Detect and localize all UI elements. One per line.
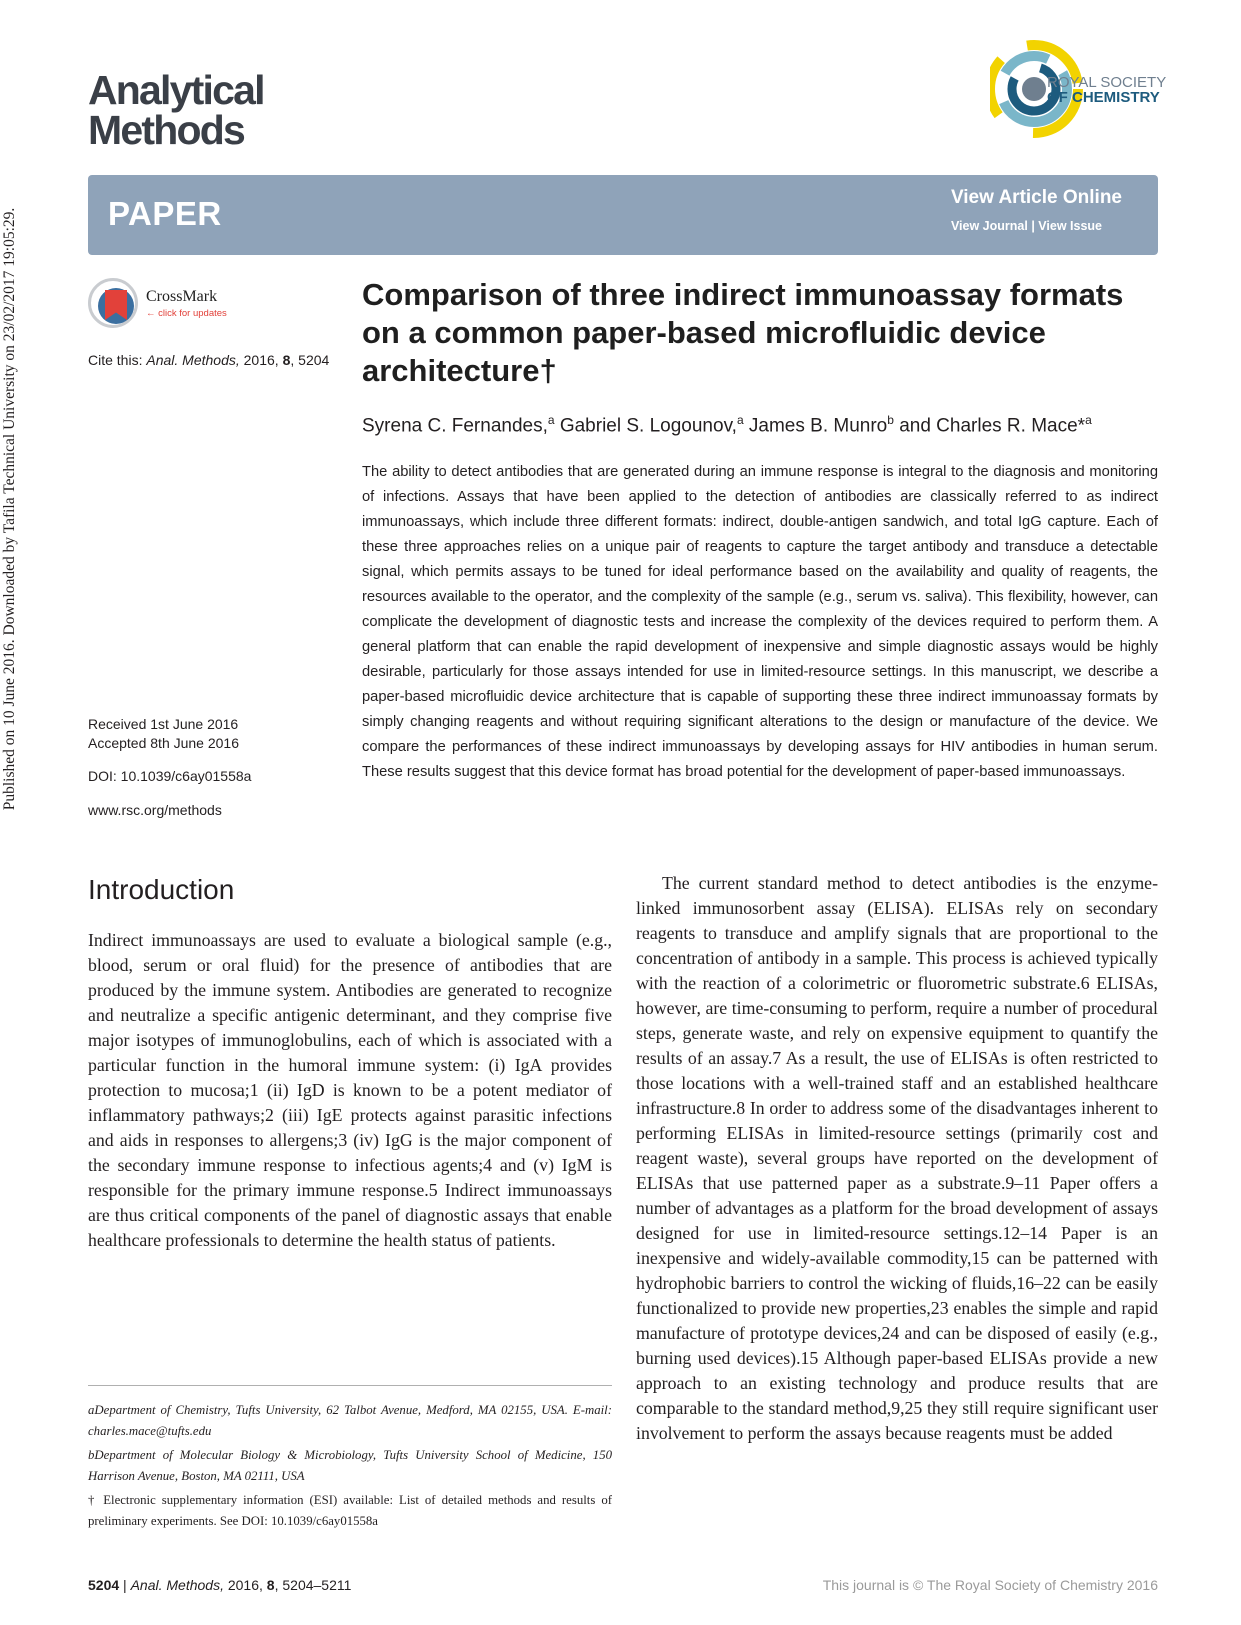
footnote-divider [88,1385,612,1386]
view-issue-link[interactable]: View Issue [1038,219,1102,233]
article-banner [88,175,1158,255]
section-heading-introduction: Introduction [88,874,235,905]
cite-volume: 8 [282,352,291,368]
author-affiliation: b [887,413,894,427]
author-name: Gabriel S. Logounov, [554,415,737,437]
view-journal-link[interactable]: View Journal [950,219,1028,233]
author-name: James B. Munro [743,415,888,437]
received-date: Received 1st June 2016 [88,716,239,732]
crossmark-icon [88,278,138,328]
footer-pages: 5204–5211 [282,1577,352,1593]
doi[interactable]: DOI: 10.1039/c6ay01558a [88,768,252,784]
footnote-affiliation-b: bDepartment of Molecular Biology & Microbiology, Tufts University School of Medicine, 150 Harrison Avenue, Boston, MA 02111, USA [88,1448,612,1483]
publication-note: Published on 10 June 2016. Downloaded by Tafila Technical University on 23/02/2017 19:05:29. [1,207,18,811]
author-affiliation: a [547,413,555,427]
view-article-online-link[interactable]: View Article Online [950,187,1122,208]
rsc-line2: OF CHEMISTRY [1047,89,1160,106]
author-affiliation: a [1085,413,1092,427]
footer-copyright: This journal is © The Royal Society of Chemistry 2016 [822,1577,1158,1593]
intro-paragraph-1: Indirect immunoassays are used to evaluate a biological sample (e.g., blood, serum or oral fluid) for the presence of antibodies that are produced by the immune system. Antibodies are generated to recognize and neutralize a specific antigenic determinant, and they comprise five major isotypes of immunoglobulins, each of which is associated with a particular function in the humoral immune system: (i) IgA provides protection to mucosa;1 (ii) IgD is known to be a potent mediator of inflammatory pathways;2 (iii) IgE protects against parasitic infections and aids in responses to allergens;3 (iv) IgG is the major component of the secondary immune response to infectious agents;4 and (v) IgM is responsible for the primary immune response.5 Indirect immunoassays are thus critical components of the panel of diagnostic assays that enable healthcare professionals to determine the health status of patients. [88,930,612,1250]
author-list [362,413,1092,437]
crossmark-subtitle: ← click for updates [146,308,227,319]
paper-label: PAPER [108,195,222,232]
cite-page: 5204 [298,352,330,368]
cite-year: 2016, [243,352,279,368]
author-name: Syrena C. Fernandes, [362,415,548,437]
footer-journal: Anal. Methods, [130,1577,224,1593]
author-affiliation: a [736,413,744,427]
abstract: The ability to detect antibodies that are generated during an immune response is integral to the diagnosis and monitoring of infections. Assays that have been applied to the detection of antibodies are classically referred to as indirect immunoassays, which include three different formats: indirect, double-antigen sandwich, and total IgG capture. Each of these three approaches relies on a unique pair of reagents to capture the target antibody and transduce a detectable signal, which permits assays to be tuned for ideal performance based on the availability and quality of reagents, the resources available to the operator, and the complexity of the sample (e.g., serum vs. saliva). This flexibility, however, can complicate the development of diagnostic tests and increase the complexity of the devices required to perform them. A general platform that can enable the rapid development of inexpensive and simple diagnostic assays would be highly desirable, particularly for those assays intended for use in limited-resource settings. In this manuscript, we describe a paper-based microfluidic device architecture that is capable of supporting these three indirect immunoassay formats by simply changing reagents and without requiring significant alterations to the design or manufacture of the device. We compare the performances of these indirect immunoassays by developing assays for HIV antibodies in human serum. These results suggest that this device format has broad potential for the development of paper-based immunoassays. [362,464,1158,780]
journal-title-line2: Methods [88,107,244,153]
rsc-wordmark [1047,75,1166,105]
page-number: 5204 [88,1577,120,1593]
crossmark-title: CrossMark [146,288,218,305]
footer-year: 2016, [227,1577,263,1593]
citation: Cite this: Anal. Methods, 2016, 8, 5204 [88,352,330,368]
article-title: Comparison of three indirect immunoassay formats on a common paper-based microfluidic device architecture† [362,277,1124,388]
cite-prefix: Cite this: [88,352,143,368]
footer-volume: 8 [266,1577,275,1593]
journal-title-line1: Analytical [88,67,264,113]
journal-title[interactable] [88,67,264,153]
banner-sub-links [951,219,1102,233]
accepted-date: Accepted 8th June 2016 [88,735,240,751]
footnotes [88,1400,612,1535]
cite-journal: Anal. Methods, [146,352,240,368]
footnote-esi: † Electronic supplementary information (ESI) available: List of detailed methods and results of preliminary experiments. See DOI: 10.1039/c6ay01558a [88,1493,612,1528]
footnote-affiliation-a: aDepartment of Chemistry, Tufts University, 62 Talbot Avenue, Medford, MA 02155, USA. E-mail: charles.mace@tufts.edu [88,1403,612,1438]
crossmark-badge[interactable] [88,278,233,334]
journal-url[interactable]: www.rsc.org/methods [88,802,222,818]
footer-sep: | [123,1577,127,1593]
intro-paragraph-2: The current standard method to detect antibodies is the enzyme-linked immunosorbent assay (ELISA). ELISAs rely on secondary reagents to transduce and amplify signals that are proportional to the concentration of antibody in a sample. This process is achieved typically with the reaction of a colorimetric or fluorometric substrate.6 ELISAs, however, are time-consuming to perform, require a number of procedural steps, generate waste, and rely on expensive equipment to quantify the results of an assay.7 As a result, the use of ELISAs is often restricted to those locations with a well-trained staff and an established healthcare infrastructure.8 In order to address some of the disadvantages inherent to performing ELISAs in limited-resource settings (primarily cost and reagent waste), several groups have reported on the development of ELISAs that use patterned paper as a substrate.9–11 Paper offers a number of advantages as a platform for the broad development of assays designed for use in limited-resource settings.12–14 Paper is an inexpensive and widely-available commodity,15 can be patterned with hydrophobic barriers to control the wicking of fluids,16–22 can be easily functionalized to provide new properties,23 enables the simple and rapid manufacture of prototype devices,24 and can be disposed of easily (e.g., burning used devices).15 Although paper-based ELISAs provide a new approach to an existing technology and produce results that are comparable to the standard method,9,25 they still require significant user involvement to perform the assays because reagents must be added [636,873,1158,1443]
rsc-line1: ROYAL SOCIETY [1047,74,1167,91]
banner-separator: | [1031,219,1035,233]
page-footer-citation: 5204 | Anal. Methods, 2016, 8, 5204–5211 [88,1577,352,1593]
author-name: and Charles R. Mace* [893,415,1086,437]
